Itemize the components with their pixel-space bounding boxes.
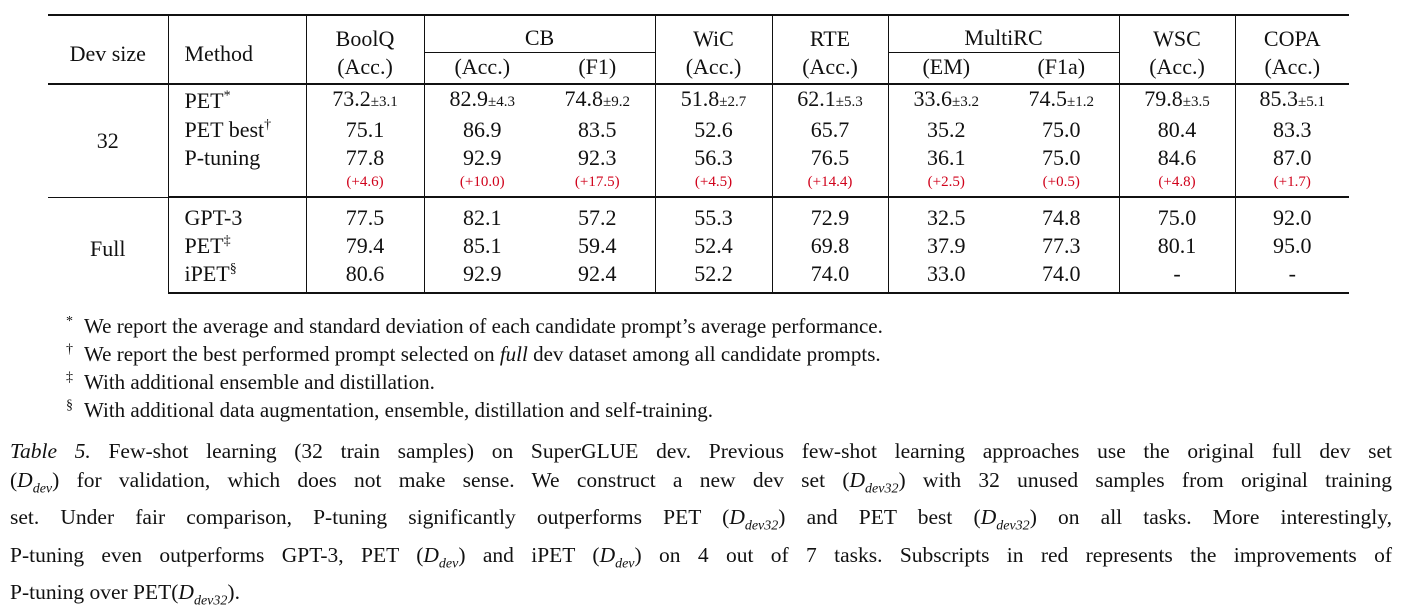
header-metric: (Acc.) (424, 53, 540, 84)
table-cell: 95.0 (1235, 232, 1349, 260)
table-row (48, 84, 1349, 116)
table-row (48, 144, 1349, 172)
improvement-cell: (+2.5) (888, 172, 1004, 197)
table-cell: 82.9±4.3 (424, 84, 540, 116)
table-cell: 75.0 (1042, 117, 1081, 142)
table-row (48, 260, 1349, 293)
table-cell: 77.8 (306, 144, 424, 172)
improvement-cell: (+17.5) (540, 172, 655, 197)
method-name: PET‡ (168, 232, 306, 260)
table-cell: 55.3 (655, 202, 772, 232)
table-cell: 92.4 (540, 260, 655, 293)
improvement-cell: (+4.5) (655, 172, 772, 197)
table-cell: 92.3 (578, 145, 617, 170)
table-caption (10, 437, 1392, 615)
header-metric: (F1) (578, 54, 617, 79)
table-cell: 92.0 (1235, 202, 1349, 232)
table-cell: 80.6 (306, 260, 424, 293)
table-cell: 52.4 (655, 232, 772, 260)
footnote: § With additional data augmentation, ensemble, distillation and self-training. (66, 398, 713, 422)
caption-line: $(D_{dev})$ for validation, which does not make sense. We construct a new dev set $(D_{dev32})$ with 32 unused samples from original training (10, 468, 1392, 497)
header-metric: (F1a) (1037, 54, 1086, 79)
improvement-cell: (+0.5) (1004, 172, 1119, 197)
table-cell: 32.5 (888, 202, 1004, 232)
table-cell: 69.8 (772, 232, 888, 260)
table-cell: 87.0 (1235, 144, 1349, 172)
table-cell: 76.5 (772, 144, 888, 172)
table-cell: 74.8±9.2 (540, 84, 655, 116)
header-metric: (Acc.) (1235, 53, 1349, 84)
improvement-cell: (+4.6) (306, 172, 424, 197)
table-cell: 85.3±5.1 (1235, 84, 1349, 116)
table-cell: 33.6±3.2 (888, 84, 1004, 116)
caption-line: P-tuning over $PET(D_{dev32})$. (10, 579, 240, 609)
caption-line: Table 5. Few-shot learning (32 train samples) on SuperGLUE dev. Previous few-shot learning approaches use the original full dev set (10, 439, 1392, 463)
method-name: PET best† (168, 116, 306, 144)
improvement-cell: (+10.0) (424, 172, 540, 197)
caption-line: set. Under fair comparison, P-tuning significantly outperforms PET $(D_{dev32})$ and PET best $(D_{dev32})$ on all tasks. More interestingly, (10, 505, 1392, 534)
method-name: P-tuning (168, 144, 306, 172)
header-method: Method (168, 15, 306, 84)
table-cell: 74.5±1.2 (1004, 84, 1119, 116)
header-metric: (Acc.) (772, 53, 888, 84)
table-cell: 73.2±3.1 (306, 84, 424, 116)
header-metric: (Acc.) (655, 53, 772, 84)
table-cell: 83.5 (578, 117, 617, 142)
table-row (48, 232, 1349, 260)
improvement-cell: (+1.7) (1235, 172, 1349, 197)
header-task: COPA (1235, 15, 1349, 53)
header-row-tasks (48, 15, 1349, 53)
table-cell: 79.4 (306, 232, 424, 260)
header-task: WiC (655, 15, 772, 53)
results-table (48, 14, 1349, 294)
table-cell: 80.1 (1119, 232, 1235, 260)
header-task: RTE (772, 15, 888, 53)
table-footnotes (66, 312, 883, 424)
caption-label: Table 5. (10, 439, 91, 463)
table-cell: 86.9 (424, 116, 540, 144)
table-cell: 65.7 (772, 116, 888, 144)
header-task: CB (424, 15, 655, 53)
table-cell: 37.9 (888, 232, 1004, 260)
header-task: MultiRC (888, 15, 1119, 53)
table-cell: 92.9 (424, 144, 540, 172)
table-cell: 74.8 (1042, 205, 1081, 230)
table-cell: 74.0 (772, 260, 888, 293)
table-cell: 52.6 (655, 116, 772, 144)
table-row (48, 116, 1349, 144)
table-cell: 51.8±2.7 (655, 84, 772, 116)
improvement-row (48, 172, 1349, 197)
footnote: * We report the average and standard deviation of each candidate prompt’s average performance. (66, 314, 883, 338)
table-cell: 79.8±3.5 (1119, 84, 1235, 116)
table-cell: 77.5 (306, 202, 424, 232)
table-cell: 52.2 (655, 260, 772, 293)
method-name: iPET§ (168, 260, 306, 293)
header-task: BoolQ (306, 15, 424, 53)
table-cell: 83.3 (1235, 116, 1349, 144)
table-cell: 77.3 (1042, 233, 1081, 258)
group-label-full: Full (90, 235, 126, 261)
improvement-cell: (+14.4) (772, 172, 888, 197)
caption-line: P-tuning even outperforms GPT-3, PET $(D_{dev})$ and iPET $(D_{dev})$ on 4 out of 7 tasks. Subscripts in red represents the improvements of (10, 542, 1392, 571)
group-label-32: 32 (48, 84, 168, 197)
table-cell: 75.0 (1119, 202, 1235, 232)
header-metric: (Acc.) (1119, 53, 1235, 84)
table-cell: 75.1 (306, 116, 424, 144)
table-cell: 82.1 (424, 202, 540, 232)
table-cell: 74.0 (1004, 260, 1119, 293)
empty-cell (168, 172, 306, 197)
header-metric: (Acc.) (306, 53, 424, 84)
table-cell: 56.3 (655, 144, 772, 172)
table-cell: 72.9 (772, 202, 888, 232)
table-cell: 59.4 (578, 233, 617, 258)
header-task: WSC (1119, 15, 1235, 53)
table-cell: 75.0 (1042, 145, 1081, 170)
table-cell: 33.0 (888, 260, 1004, 293)
table-cell: 35.2 (888, 116, 1004, 144)
table-cell: 57.2 (578, 205, 617, 230)
footnote: † We report the best performed prompt selected on full dev dataset among all candidate prompts. (66, 342, 881, 366)
table-cell: - (1119, 260, 1235, 293)
footnote: ‡ With additional ensemble and distillation. (66, 370, 435, 394)
table-row (48, 202, 1349, 232)
table-cell: 84.6 (1119, 144, 1235, 172)
table-cell: 36.1 (888, 144, 1004, 172)
table-cell: 92.9 (424, 260, 540, 293)
table-cell: - (1235, 260, 1349, 293)
table-cell: 85.1 (424, 232, 540, 260)
improvement-cell: (+4.8) (1119, 172, 1235, 197)
method-name: GPT-3 (168, 202, 306, 232)
table-cell: 80.4 (1119, 116, 1235, 144)
header-metric: (EM) (888, 53, 1004, 84)
method-name: PET* (168, 84, 306, 116)
header-dev-size: Dev size (48, 15, 168, 84)
table-cell: 62.1±5.3 (772, 84, 888, 116)
